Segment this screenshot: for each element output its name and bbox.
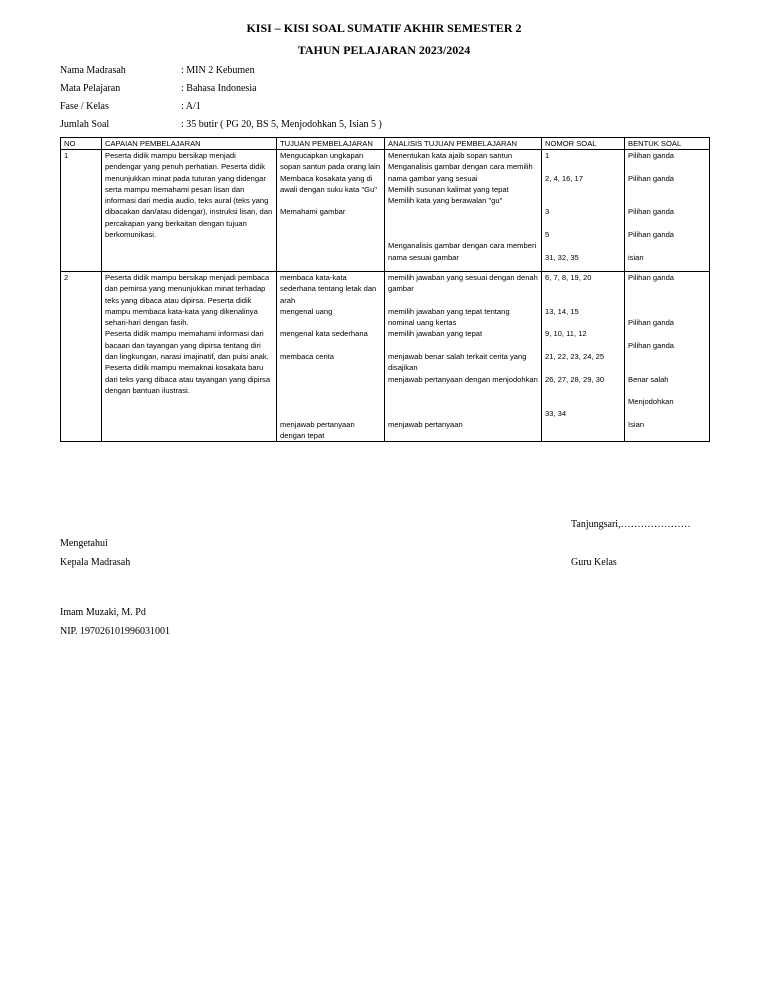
cell-line: Pilihan ganda: [628, 173, 675, 183]
cell-line: [388, 218, 538, 229]
cell-nomor: [542, 272, 625, 442]
capaian-text: Peserta didik mampu bersikap menjadi pendengar yang penuh perhatian. Peserta didik menunjukkan minat pada tuturan yang didengar serta mampu memahami pesan lisan dan informasi dari media audio, teks aural (teks yang dibacakan dan/atau didengar), instruksi lisan, dan percakapan yang berkaitan dengan tujuan berkomunikasi.: [105, 151, 273, 240]
header-capaian: CAPAIAN PEMBELAJARAN: [102, 138, 277, 150]
cell-line: Pilihan ganda: [628, 207, 675, 217]
cell-line: [628, 195, 706, 206]
cell-line: 26, 27, 28, 29, 30: [545, 374, 605, 384]
cell-line: [280, 374, 381, 385]
header-analisis: ANALISIS TUJUAN PEMBELAJARAN: [385, 138, 542, 150]
place-date: Tanjungsari,…………………: [571, 519, 691, 530]
cell-line: [280, 408, 381, 419]
cell-line: Menganalisis gambar dengan cara memberi nama sesuai gambar: [388, 241, 537, 262]
cell-line: 21, 22, 23, 24, 25: [545, 352, 605, 362]
cell-line: [545, 385, 621, 396]
cell-line: Pilihan ganda: [628, 230, 675, 240]
cell-line: memilih jawaban yang tepat tentang nominal uang kertas: [388, 306, 510, 328]
meta-value: : MIN 2 Kebumen: [181, 65, 255, 76]
cell-line: Pilihan ganda: [628, 273, 675, 282]
cell-line: 2, 4, 16, 17: [545, 173, 583, 183]
cell-capaian: [102, 150, 277, 272]
cell-line: [628, 385, 706, 396]
cell-line: [280, 340, 381, 351]
cell-tujuan: [277, 150, 385, 272]
cell-line: 1: [545, 151, 550, 160]
cell-line: [388, 229, 538, 240]
acknowledge-label: Mengetahui: [60, 538, 108, 549]
header-nomor: NOMOR SOAL: [542, 138, 625, 150]
cell-analisis: [385, 150, 542, 272]
cell-line: [628, 295, 706, 306]
cell-line: [545, 161, 621, 172]
head-title: Kepala Madrasah: [60, 557, 131, 568]
document-subtitle: TAHUN PELAJARAN 2023/2024: [297, 43, 471, 57]
cell-no: 1: [61, 150, 102, 272]
cell-line: Menentukan kata ajaib sopan santun: [388, 151, 513, 160]
header-no: NO: [61, 138, 102, 150]
cell-line: [628, 362, 706, 373]
cell-capaian: [102, 272, 277, 442]
cell-line: Menganalisis gambar dengan cara memilih nama gambar yang sesuai: [388, 162, 533, 183]
cell-line: Memahami gambar: [280, 207, 346, 217]
header-bentuk: BENTUK SOAL: [625, 138, 710, 150]
cell-line: [545, 396, 621, 407]
cell-line: mengenal kata sederhana: [280, 329, 368, 339]
table-row: [61, 150, 710, 272]
cell-line: [280, 396, 381, 407]
cell-line: [628, 306, 706, 317]
kisi-table: [60, 137, 710, 442]
cell-line: menjawab pertanyaan dengan tepat: [280, 419, 355, 441]
cell-line: [545, 283, 621, 294]
meta-value: : A/1: [181, 101, 201, 112]
cell-analisis: [385, 272, 542, 442]
cell-line: [545, 218, 621, 229]
capaian-text-2: Peserta didik mampu memahami informasi dari bacaan dan tayangan yang dipirsa tentang diri dan lingkungan, narasi imajinatif, dan puisi anak. Peserta didik mampu memaknai kosakata baru dari teks yang dibaca atau tayangan yang dipirsa dengan bantuan ilustrasi.: [105, 329, 271, 395]
cell-line: Benar salah: [628, 374, 669, 384]
head-nip: NIP. 197026101996031001: [60, 626, 171, 637]
cell-line: menjawab benar salah terkait cerita yang disajikan: [388, 352, 527, 373]
cell-line: membaca cerita: [280, 352, 335, 362]
cell-line: 6, 7, 8, 19, 20: [545, 273, 592, 282]
cell-line: memilih jawaban yang sesuai dengan denah gambar: [388, 273, 538, 294]
cell-line: Pilihan ganda: [628, 340, 675, 350]
cell-line: menjawab pertanyaan dengan menjodohkan: [388, 374, 538, 384]
cell-line: [545, 184, 621, 195]
cell-no: 2: [61, 272, 102, 442]
cell-line: [545, 317, 621, 328]
cell-line: [280, 385, 381, 396]
cell-line: [545, 240, 621, 251]
meta-value: : 35 butir ( PG 20, BS 5, Menjodohkan 5, Isian 5 ): [181, 119, 382, 130]
cell-tujuan: [277, 272, 385, 442]
cell-line: 31, 32, 35: [545, 252, 579, 262]
cell-line: 13, 14, 15: [545, 306, 579, 316]
cell-line: Menjodohkan: [628, 397, 674, 407]
cell-line: [280, 317, 381, 328]
cell-line: Pilihan ganda: [628, 151, 675, 160]
cell-line: [388, 385, 538, 396]
cell-line: [280, 195, 381, 206]
cell-line: 9, 10, 11, 12: [545, 329, 587, 339]
cell-bentuk: [625, 272, 710, 442]
cell-line: [628, 218, 706, 229]
cell-line: [388, 206, 538, 217]
cell-line: [628, 240, 706, 251]
cell-line: [628, 408, 706, 419]
cell-nomor: [542, 150, 625, 272]
cell-line: [545, 362, 621, 373]
capaian-text: Peserta didik mampu bersikap menjadi pembaca dan pemirsa yang menunjukkan minat terhadap teks yang dibaca atau dipirsa. Peserta didik mampu membaca kata-kata yang dikenalinya sehari-hari dengan fasih.: [105, 273, 270, 328]
cell-line: [545, 295, 621, 306]
cell-line: [388, 396, 538, 407]
cell-line: 3: [545, 207, 550, 217]
meta-label: Nama Madrasah: [60, 65, 126, 76]
cell-line: [545, 195, 621, 206]
header-tujuan: TUJUAN PEMBELAJARAN: [277, 138, 385, 150]
cell-line: [628, 351, 706, 362]
teacher-title: Guru Kelas: [571, 557, 617, 568]
cell-line: Memilih susunan kalimat yang tepat: [388, 184, 509, 194]
meta-label: Fase / Kelas: [60, 101, 109, 112]
cell-line: membaca kata-kata sederhana tentang letak dan arah: [280, 273, 377, 305]
document-title: KISI – KISI SOAL SUMATIF AKHIR SEMESTER 2: [246, 21, 522, 35]
meta-label: Jumlah Soal: [60, 119, 110, 130]
head-name: Imam Muzaki, M. Pd: [60, 607, 146, 618]
cell-line: Pilihan ganda: [628, 318, 675, 328]
cell-line: Memilih kata yang berawalan "gu": [388, 196, 503, 206]
cell-line: [280, 362, 381, 373]
cell-line: Membaca kosakata yang di awali dengan suku kata "Gu": [280, 173, 377, 194]
cell-line: [628, 283, 706, 294]
cell-line: Mengucapkan ungkapan sopan santun pada orang lain: [280, 151, 381, 172]
cell-line: [388, 295, 538, 306]
cell-line: memilih jawaban yang tepat: [388, 329, 483, 339]
cell-bentuk: [625, 150, 710, 272]
cell-line: [628, 161, 706, 172]
cell-line: mengenal uang: [280, 306, 333, 316]
table-header-row: [61, 138, 710, 150]
cell-line: [388, 340, 538, 351]
meta-value: : Bahasa Indonesia: [181, 83, 257, 94]
cell-line: menjawab pertanyaan: [388, 419, 463, 429]
cell-line: [628, 328, 706, 339]
cell-line: isian: [628, 252, 644, 262]
cell-line: 5: [545, 230, 550, 240]
cell-line: [545, 340, 621, 351]
cell-line: Isian: [628, 419, 645, 429]
cell-line: [628, 184, 706, 195]
meta-label: Mata Pelajaran: [60, 83, 121, 94]
table-row: [61, 272, 710, 442]
cell-line: 33, 34: [545, 408, 567, 418]
cell-line: [388, 408, 538, 419]
